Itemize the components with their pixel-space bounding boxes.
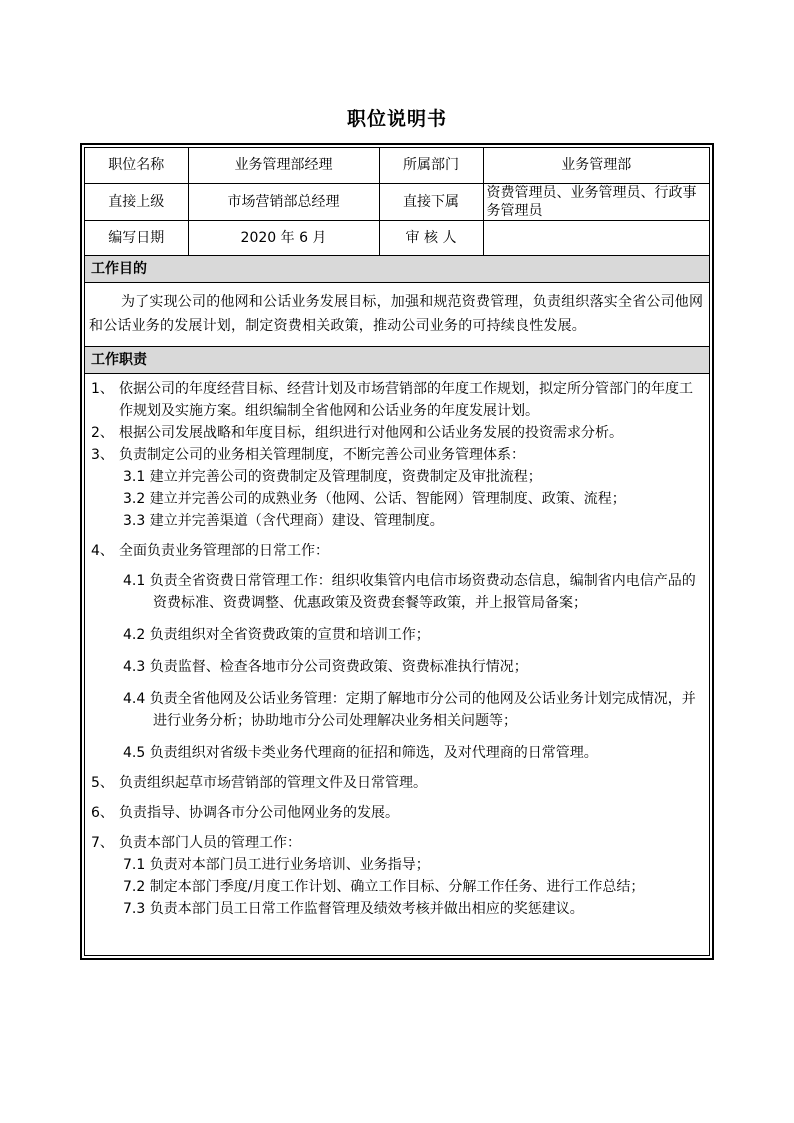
duties-heading: 工作职责 — [85, 346, 709, 374]
list-item: 4.4 负责全省他网及公话业务管理：定期了解地市分公司的他网及公话业务计划完成情况，并进行业务分析；协助地市分公司处理解决业务相关问题等； — [123, 690, 696, 729]
job-description-frame — [80, 143, 714, 960]
reviewer-value — [483, 220, 709, 255]
date-value: 2020 年 6 月 — [188, 220, 379, 255]
list-item: 7.1 负责对本部门员工进行业务培训、业务指导； — [123, 856, 430, 873]
list-item: 3、 负责制定公司的业务相关管理制度，不断完善公司业务管理体系： — [91, 446, 525, 463]
list-item: 4.1 负责全省资费日常管理工作：组织收集管内电信市场资费动态信息，编制省内电信产品的资费标准、资费调整、优惠政策及资费套餐等政策，并上报管局备案； — [123, 572, 696, 611]
position-value: 业务管理部经理 — [188, 148, 379, 183]
list-item: 5、 负责组织起草市场营销部的管理文件及日常管理。 — [91, 774, 427, 791]
list-item: 4.3 负责监督、检查各地市分公司资费政策、资费标准执行情况； — [123, 658, 528, 675]
position-label: 职位名称 — [85, 148, 188, 183]
purpose-text: 为了实现公司的他网和公话业务发展目标，加强和规范资费管理，负责组织落实全省公司他网和公话业务的发展计划，制定资费相关政策，推动公司业务的可持续良性发展。 — [89, 293, 704, 334]
list-item: 3.1 建立并完善公司的资费制定及管理制度，资费制定及审批流程； — [123, 468, 542, 485]
subordinate-value: 资费管理员、业务管理员、行政事务管理员 — [483, 183, 709, 220]
purpose-heading: 工作目的 — [85, 256, 709, 283]
job-description-table — [84, 147, 710, 956]
reviewer-label: 审 核 人 — [379, 220, 483, 255]
list-item: 6、 负责指导、协调各市分公司他网业务的发展。 — [91, 804, 399, 821]
basic-info-table — [85, 148, 709, 256]
duties-list — [85, 374, 709, 926]
list-item: 2、 根据公司发展战略和年度目标，组织进行对他网和公话业务发展的投资需求分析。 — [91, 424, 623, 441]
dept-label: 所属部门 — [379, 148, 483, 183]
list-item: 7.3 负责本部门员工日常工作监督管理及绩效考核并做出相应的奖惩建议。 — [123, 900, 584, 917]
superior-value: 市场营销部总经理 — [188, 183, 379, 220]
table-row — [85, 148, 709, 183]
list-item: 4、 全面负责业务管理部的日常工作： — [91, 542, 329, 559]
table-row — [85, 183, 709, 220]
list-item: 4.5 负责组织对省级卡类业务代理商的征招和筛选，及对代理商的日常管理。 — [123, 744, 598, 761]
superior-label: 直接上级 — [85, 183, 188, 220]
date-label: 编写日期 — [85, 220, 188, 255]
list-item: 7、 负责本部门人员的管理工作： — [91, 834, 301, 851]
table-row — [85, 220, 709, 255]
document-title: 职位说明书 — [346, 108, 447, 130]
list-item: 3.2 建立并完善公司的成熟业务（他网、公话、智能网）管理制度、政策、流程； — [123, 490, 626, 507]
list-item: 4.2 负责组织对全省资费政策的宣贯和培训工作； — [123, 626, 430, 643]
dept-value: 业务管理部 — [483, 148, 709, 183]
list-item: 7.2 制定本部门季度/月度工作计划、确立工作目标、分解工作任务、进行工作总结； — [123, 878, 645, 895]
subordinate-label: 直接下属 — [379, 183, 483, 220]
list-item: 3.3 建立并完善渠道（含代理商）建设、管理制度。 — [123, 512, 444, 529]
list-item: 1、 依据公司的年度经营目标、经营计划及市场营销部的年度工作规划，拟定所分管部门的年度工作规划及实施方案。组织编制全省他网和公话业务的年度发展计划。 — [91, 380, 693, 419]
